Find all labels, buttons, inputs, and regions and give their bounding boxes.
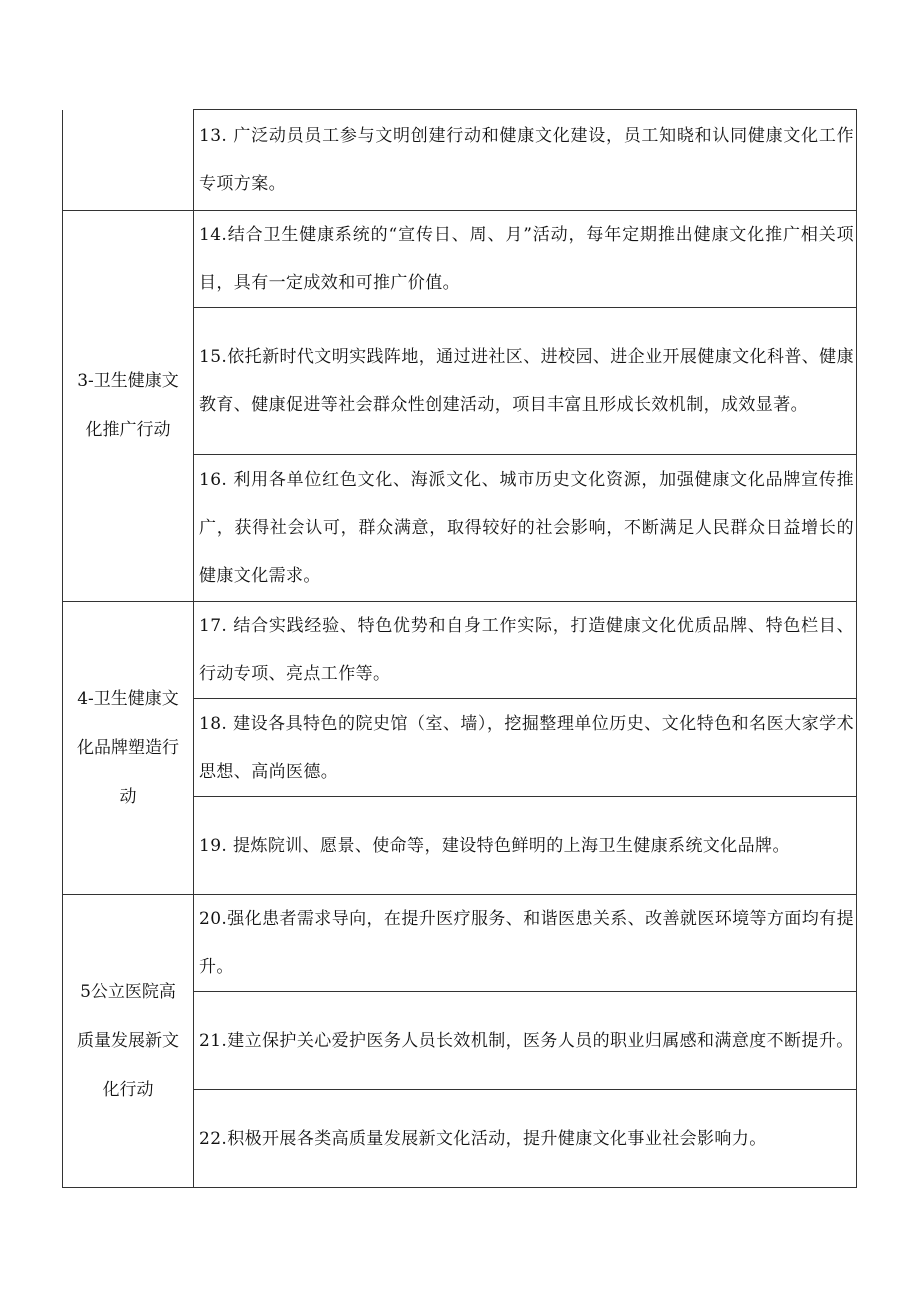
item-14: 14.结合卫生健康系统的“宣传日、周、月”活动，每年定期推出健康文化推广相关项目，具有一定成效和可推广价值。 xyxy=(194,211,857,308)
table-row xyxy=(63,110,857,211)
category-cell-hospital xyxy=(63,895,194,1188)
item-13: 13. 广泛动员员工参与文明创建行动和健康文化建设，员工知晓和认同健康文化工作专项方案。 xyxy=(194,110,857,211)
item-22: 22.积极开展各类高质量发展新文化活动，提升健康文化事业社会影响力。 xyxy=(194,1090,857,1188)
item-17: 17. 结合实践经验、特色优势和自身工作实际，打造健康文化优质品牌、特色栏目、行动专项、亮点工作等。 xyxy=(194,602,857,699)
table-row xyxy=(63,602,857,699)
item-20: 20.强化患者需求导向，在提升医疗服务、和谐医患关系、改善就医环境等方面均有提升。 xyxy=(194,895,857,992)
item-16: 16. 利用各单位红色文化、海派文化、城市历史文化资源，加强健康文化品牌宣传推广，获得社会认可，群众满意，取得较好的社会影响，不断满足人民群众日益增长的健康文化需求。 xyxy=(194,455,857,602)
category-cell-empty xyxy=(63,110,194,211)
category-label: 3-卫生健康文化推广行动 xyxy=(77,371,179,440)
item-15: 15.依托新时代文明实践阵地，通过进社区、进校园、进企业开展健康文化科普、健康教育、健康促进等社会群众性创建活动，项目丰富且形成长效机制，成效显著。 xyxy=(194,308,857,455)
criteria-table xyxy=(62,109,857,1188)
category-label: 4-卫生健康文化品牌塑造行动 xyxy=(77,688,179,807)
category-cell-brand xyxy=(63,602,194,895)
item-21: 21.建立保护关心爱护医务人员长效机制，医务人员的职业归属感和满意度不断提升。 xyxy=(194,992,857,1090)
item-18: 18. 建设各具特色的院史馆（室、墙），挖掘整理单位历史、文化特色和名医大家学术思想、高尚医德。 xyxy=(194,699,857,797)
item-19: 19. 提炼院训、愿景、使命等，建设特色鲜明的上海卫生健康系统文化品牌。 xyxy=(194,797,857,895)
category-label: 5公立医院高质量发展新文化行动 xyxy=(77,981,179,1100)
category-cell-promotion xyxy=(63,211,194,602)
table-row xyxy=(63,211,857,308)
table-row xyxy=(63,895,857,992)
